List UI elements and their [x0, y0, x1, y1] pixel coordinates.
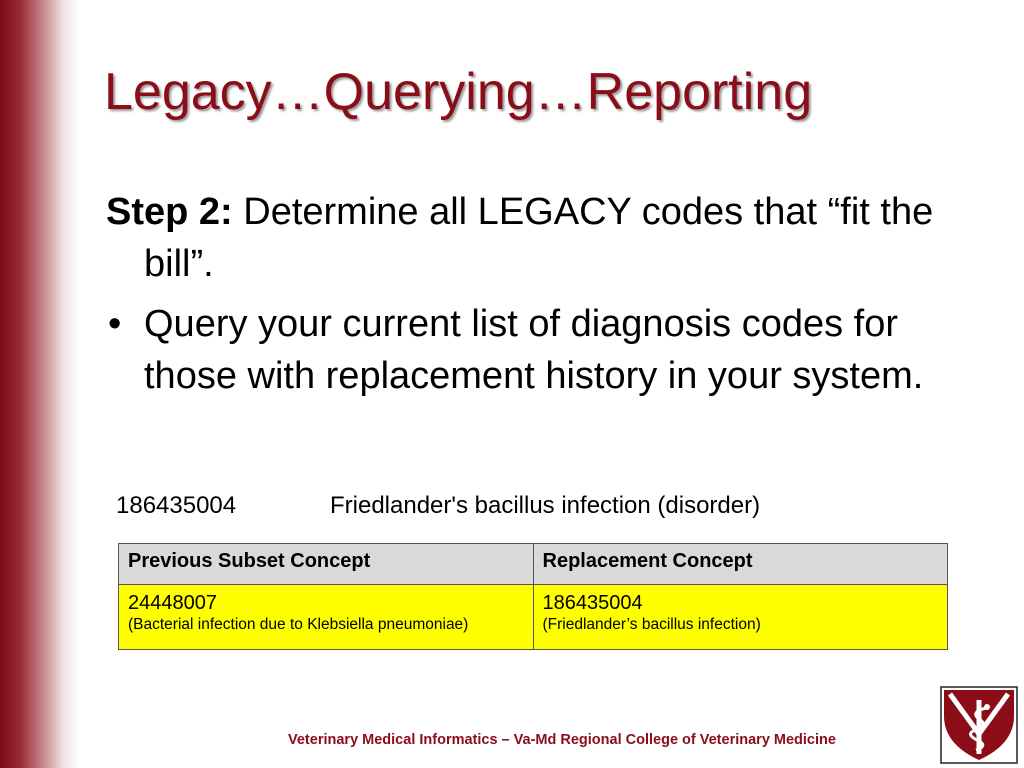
- bullet-text: Query your current list of diagnosis codes for those with replacement history in your system.: [144, 303, 924, 397]
- previous-description: (Bacterial infection due to Klebsiella pneumoniae): [128, 616, 469, 633]
- replacement-description: (Friedlander’s bacillus infection): [542, 616, 761, 633]
- header-replacement-concept: Replacement Concept: [533, 544, 948, 585]
- left-gradient-stripe: [0, 0, 80, 768]
- step-label: Step 2:: [106, 191, 233, 233]
- example-code: 186435004: [116, 492, 237, 519]
- table-header-row: [119, 544, 948, 585]
- example-description: Friedlander's bacillus infection (disorder): [330, 492, 761, 519]
- replacement-code: 186435004: [542, 592, 643, 614]
- step-text: Determine all LEGACY codes that “fit the bill”.: [144, 191, 934, 285]
- slide-body: [106, 186, 996, 402]
- table-row: [119, 585, 948, 650]
- bullet-item: [106, 298, 996, 402]
- previous-code: 24448007: [128, 592, 217, 614]
- previous-concept-cell: [119, 585, 534, 650]
- replacement-concept-cell: [533, 585, 948, 650]
- concept-table: [118, 543, 948, 650]
- example-code-line: [116, 492, 760, 520]
- header-previous-concept: Previous Subset Concept: [119, 544, 534, 585]
- rod-of-asclepius-shield-icon: [940, 686, 1018, 764]
- step-paragraph: [106, 186, 996, 290]
- footer-text: Veterinary Medical Informatics – Va-Md Regional College of Veterinary Medicine: [288, 732, 836, 748]
- bullet-dot-icon: •: [108, 303, 122, 345]
- slide-title: Legacy…Querying…Reporting: [104, 63, 813, 121]
